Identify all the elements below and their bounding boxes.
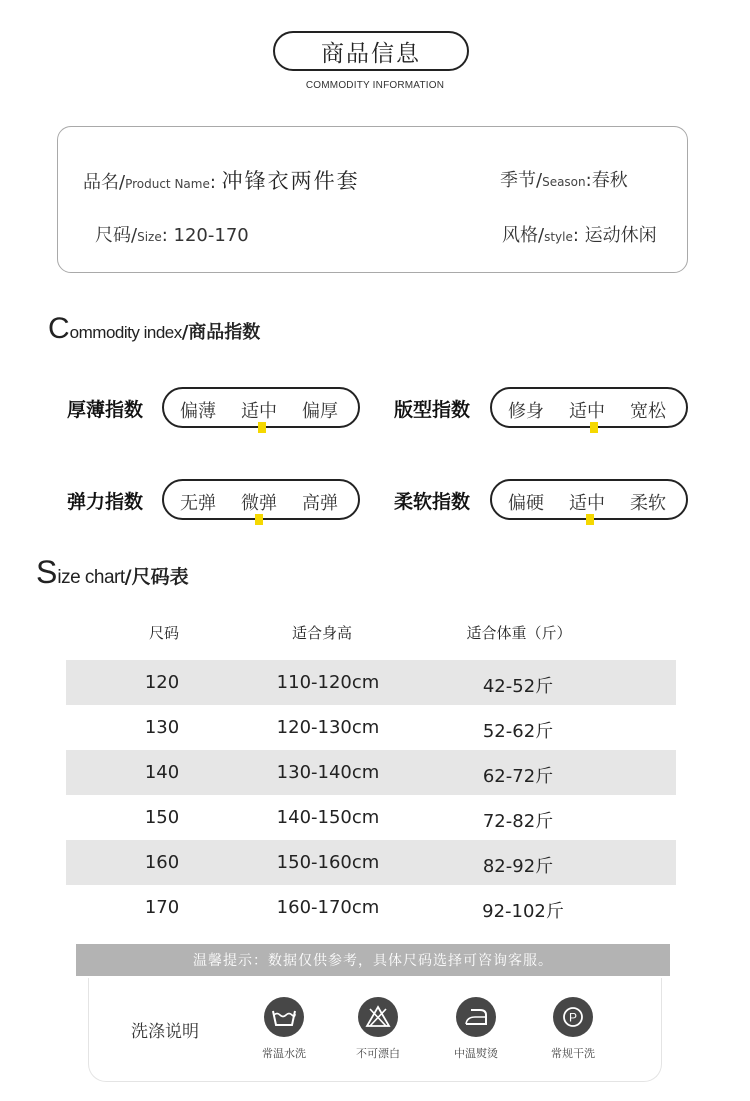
season-value: 春秋	[591, 170, 628, 191]
index-option-selected: 适中	[569, 401, 605, 422]
index-scale-softness	[490, 479, 688, 520]
height-cell: 160-170cm	[276, 897, 380, 918]
weight-cell: 72-82斤	[482, 811, 554, 832]
size-cell: 150	[144, 807, 180, 828]
page-subtitle: COMMODITY INFORMATION	[305, 80, 445, 91]
index-scale-elasticity	[162, 479, 360, 520]
index-option: 宽松	[630, 401, 666, 422]
style-field: 风格/style: 运动休闲	[502, 225, 657, 246]
size-field: 尺码/Size: 120-170	[95, 225, 249, 246]
wash-basin-icon	[264, 997, 304, 1037]
selected-marker	[255, 514, 263, 525]
index-option-selected: 适中	[569, 493, 605, 514]
height-cell: 140-150cm	[276, 807, 380, 828]
height-cell: 110-120cm	[276, 672, 380, 693]
selected-marker	[258, 422, 266, 433]
wash-item-medium-iron: 中温熨烫	[436, 997, 516, 1061]
index-scale-thickness	[162, 387, 360, 428]
weight-cell: 82-92斤	[482, 856, 554, 877]
page-title: 商品信息	[273, 31, 469, 71]
height-cell: 150-160cm	[276, 852, 380, 873]
index-label-elasticity: 弹力指数	[67, 491, 144, 513]
index-scale-fit	[490, 387, 688, 428]
washing-title: 洗涤说明	[131, 1022, 199, 1042]
height-cell: 120-130cm	[276, 717, 380, 738]
index-option-selected: 微弹	[241, 493, 277, 514]
style-label-en: style	[544, 230, 573, 244]
column-header-weight: 适合体重（斤）	[466, 624, 572, 642]
tip-banner: 温馨提示：数据仅供参考，具体尺码选择可咨询客服。	[76, 944, 670, 976]
index-option: 偏硬	[508, 493, 544, 514]
index-label-fit: 版型指数	[394, 399, 471, 421]
product-name-label-en: Product Name	[125, 177, 210, 191]
wash-item-normal-water: 常温水洗	[244, 997, 324, 1061]
product-name-value: 冲锋衣两件套	[221, 169, 360, 193]
dry-clean-icon	[553, 997, 593, 1037]
table-row	[66, 885, 676, 930]
index-option-selected: 适中	[241, 401, 277, 422]
selected-marker	[586, 514, 594, 525]
size-value: 120-170	[173, 225, 249, 246]
style-value: 运动休闲	[584, 225, 657, 246]
index-option: 高弹	[302, 493, 338, 514]
size-cell: 140	[144, 762, 180, 783]
season-label-en: Season	[542, 175, 586, 189]
weight-cell: 92-102斤	[482, 901, 564, 922]
size-label-en: Size	[137, 230, 162, 244]
index-option: 偏厚	[302, 401, 338, 422]
size-cell: 160	[144, 852, 180, 873]
weight-cell: 52-62斤	[482, 721, 554, 742]
table-row	[66, 660, 676, 705]
wash-item-no-bleach: 不可漂白	[338, 997, 418, 1061]
size-cell: 170	[144, 897, 180, 918]
season-field: 季节/Season:春秋	[500, 170, 628, 191]
weight-cell: 42-52斤	[482, 676, 554, 697]
index-label-softness: 柔软指数	[394, 491, 471, 513]
svg-text:P: P	[568, 1010, 578, 1025]
index-option: 偏薄	[180, 401, 216, 422]
index-option: 无弹	[180, 493, 216, 514]
table-row	[66, 750, 676, 795]
wash-item-dry-clean: P 常规干洗	[533, 997, 613, 1061]
index-option: 柔软	[630, 493, 666, 514]
iron-icon	[456, 997, 496, 1037]
height-cell: 130-140cm	[276, 762, 380, 783]
column-header-height: 适合身高	[291, 624, 353, 642]
product-info-card	[57, 126, 688, 273]
table-row	[66, 840, 676, 885]
index-label-thickness: 厚薄指数	[67, 399, 144, 421]
no-bleach-icon	[358, 997, 398, 1037]
table-row	[66, 705, 676, 750]
weight-cell: 62-72斤	[482, 766, 554, 787]
product-name-field: 品名/Product Name: 冲锋衣两件套	[83, 169, 360, 193]
index-option: 修身	[508, 401, 544, 422]
size-cell: 120	[144, 672, 180, 693]
size-cell: 130	[144, 717, 180, 738]
size-chart-heading: Size chart/尺码表	[36, 554, 189, 590]
selected-marker	[590, 422, 598, 433]
column-header-size: 尺码	[148, 624, 180, 642]
table-row	[66, 795, 676, 840]
commodity-index-heading: Commodity index/商品指数	[48, 312, 261, 345]
